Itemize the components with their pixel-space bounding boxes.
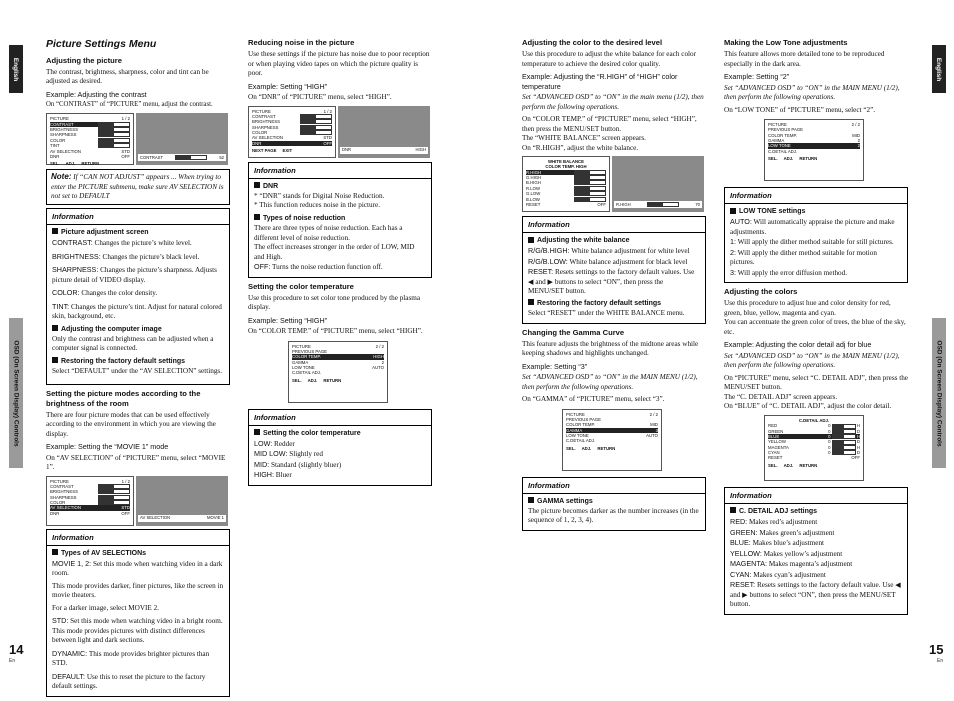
example: Example: Adjusting the “R.HIGH” of “HIGH” color temperature [522, 72, 678, 91]
menu-footer: SEL. [768, 156, 778, 162]
menu-footer: ADJ. [783, 462, 794, 468]
menu-item: COLOR TEMP. [768, 132, 797, 138]
information-box [724, 187, 908, 283]
example: Example: Setting “3” [522, 361, 588, 371]
info-heading: Setting the color temperature [254, 429, 426, 438]
information-box [46, 529, 230, 697]
info-title: Information [249, 413, 431, 426]
definition: Changes the color density. [81, 289, 158, 298]
menu-footer: NEXT PAGE [252, 148, 277, 154]
info-heading: DNR [254, 182, 426, 191]
paragraph: There are three types of noise reduction. Each has a different level of noise reduction. [254, 224, 403, 242]
menu-item: CYAN [768, 449, 780, 455]
menu-value: 2 [857, 143, 860, 149]
menu-item: DNR [50, 510, 60, 516]
information-box [248, 162, 432, 278]
menu-item: PREVIOUS PAGE [566, 416, 602, 422]
menu-title: PICTURE [50, 116, 69, 122]
definition: Makes cyan’s adjustment [753, 570, 826, 579]
term: AUTO: [730, 217, 752, 227]
menu-item: R.HIGH [526, 169, 542, 175]
term: 3: [730, 267, 736, 277]
menu-item: SHARPNESS [252, 124, 279, 130]
example: Example: Adjusting the contrast [46, 89, 147, 99]
menu-item: C.DETAIL ADJ. [292, 370, 322, 376]
paragraph: There are four picture modes that can be used effectively according to the environment in which you are viewing the display. [46, 410, 216, 438]
paragraph: This feature adjusts the brightness of the midtone areas while keeping shadows and highlights unchanged. [522, 339, 699, 358]
menu-item: YELLOW [768, 439, 786, 445]
menu-title: WHITE BALANCE [547, 159, 585, 165]
menu-value: AUTO [372, 364, 384, 370]
paragraph: On “GAMMA” of “PICTURE” menu, select “3”. [522, 395, 665, 404]
definition: Changes the picture’s sharpness. Adjusts picture detail of VIDEO display. [52, 266, 217, 284]
paragraph: On “BLUE” of “C. DETAIL ADJ”, adjust the color detail. [724, 402, 892, 411]
menu-item: LOW TONE [292, 364, 315, 370]
p14-column-2 [248, 38, 432, 490]
bar-label: DNR [342, 147, 352, 153]
paragraph: Select “RESET” under the WHITE BALANCE menu. [528, 309, 685, 317]
paragraph: The “C. DETAIL ADJ” screen appears. [724, 392, 838, 401]
info-heading: Restoring the factory default settings [52, 357, 224, 366]
bar-value: 70 [695, 201, 700, 207]
white-balance-screen [522, 156, 610, 212]
menu-item: DNR [50, 153, 60, 159]
heading: Adjusting the colors [724, 287, 798, 297]
menu-footer: SEL. [292, 377, 302, 383]
menu-item: DNR [252, 140, 262, 146]
note-label: Note: [51, 172, 72, 182]
menu-item: CONTRAST [252, 113, 276, 119]
menu-value: MID [852, 132, 860, 138]
term: DYNAMIC: [52, 648, 88, 658]
paragraph: On “COLOR TEMP.” of “PICTURE” menu, select “HIGH”. [248, 327, 423, 336]
tv-screen [136, 113, 228, 165]
bar-value: HIGH [415, 147, 426, 153]
paragraph: The “WHITE BALANCE” screen appears. [522, 134, 646, 143]
paragraph: Set “ADVANCED OSD” to “ON” in the MAIN MENU (1/2), then perform the following operations. [724, 351, 900, 370]
paragraph: Select “DEFAULT” under the “AV SELECTION” settings. [52, 367, 223, 376]
menu-footer: RETURN [81, 161, 100, 167]
menu-value: AUTO [646, 432, 658, 438]
paragraph: Use this procedure to adjust hue and color density for red, green, blue, yellow, magenta and cyan. [724, 299, 891, 317]
term: HIGH: [254, 470, 274, 480]
paragraph: You can accentuate the green color of trees, the blue of the sky, etc. [724, 318, 906, 336]
info-title: Information [725, 191, 907, 204]
bar-label: CONTRAST [140, 155, 164, 161]
term: RESET: [528, 267, 554, 277]
menu-item: COLOR [252, 129, 268, 135]
menu-item: TINT [50, 143, 60, 149]
picture-menu-screen [46, 113, 134, 165]
picture-menu-screen-2 [764, 119, 864, 181]
information-box [522, 216, 706, 323]
information-box [522, 477, 706, 531]
info-title: Information [47, 212, 229, 225]
menu-item: RESET [768, 455, 783, 461]
term: STD: [52, 616, 69, 626]
menu-page: 2 / 2 [649, 411, 658, 417]
example: Example: Setting the “MOVIE 1” mode [46, 442, 169, 452]
information-box [248, 409, 432, 486]
heading: Reducing noise in the picture [248, 38, 355, 47]
info-heading: Types of AV SELECTIONs [52, 549, 224, 558]
term: 1: [730, 237, 736, 247]
term: CYAN: [730, 569, 752, 579]
menu-title: PICTURE [768, 122, 787, 128]
example: Example: Setting “HIGH” [248, 315, 328, 325]
page-lang-right: En [937, 658, 944, 664]
bullet: * This function reduces noise in the picture. [254, 201, 381, 210]
tv-screen [612, 156, 704, 212]
menu-item: CONTRAST [50, 121, 74, 127]
picture-menu-screen-2 [562, 409, 662, 471]
menu-item: SHARPNESS [50, 132, 77, 138]
menu-subtitle: COLOR TEMP. HIGH [545, 164, 587, 170]
information-box [724, 487, 908, 615]
info-heading: Restoring the factory default settings [528, 299, 700, 308]
menu-illustration-av [46, 476, 230, 526]
paragraph: Set “ADVANCED OSD” to “ON” in the main menu (1/2), then perform the following operations. [522, 93, 704, 111]
definition: White balance adjustment for white level [571, 247, 690, 256]
page-number-right: 15 [929, 642, 944, 657]
menu-item: COLOR TEMP. [566, 422, 595, 428]
menu-item: PREVIOUS PAGE [768, 127, 804, 133]
menu-page: 1 / 2 [121, 116, 130, 122]
paragraph: On “R.HIGH”, adjust the white balance. [522, 143, 639, 152]
term: CONTRAST: [52, 238, 93, 248]
language-tab-label: English [12, 57, 20, 81]
paragraph: Set “ADVANCED OSD” to “ON” in the MAIN MENU (1/2), then perform the following operations. [522, 373, 698, 391]
menu-value: 2 [381, 359, 384, 365]
p15-column-1 [522, 38, 706, 535]
paragraph: Use these settings if the picture has noise due to poor reception or when playing video tapes on which the picture quality is poor. [248, 50, 430, 78]
info-heading: C. DETAIL ADJ settings [730, 507, 902, 516]
info-title: Information [523, 220, 705, 233]
section-tab-right [932, 318, 946, 468]
menu-item: GAMMA [768, 138, 785, 144]
menu-footer: RETURN [323, 377, 342, 383]
language-tab-right [932, 45, 946, 93]
definition: Slightly red [289, 450, 323, 459]
menu-illustration-dnr [248, 106, 432, 158]
example: Example: Adjusting the color detail adj for blue [724, 340, 872, 350]
heading: Setting the picture modes according to the brightness of the room [46, 388, 201, 408]
p14-column-1 [46, 38, 230, 701]
paragraph: On “COLOR TEMP.” of “PICTURE” menu, select “HIGH”, then press the MENU/SET button. [522, 115, 697, 133]
menu-title: PICTURE [566, 411, 585, 417]
menu-footer: RETURN [799, 156, 818, 162]
term: OFF: [254, 262, 271, 271]
definition: Changes the picture’s white level. [94, 239, 192, 248]
definition: Changes the picture’s tint. Adjust for natural colored skin, background, etc. [52, 302, 222, 321]
note-box [46, 169, 230, 205]
menu-item: C.DETAIL ADJ. [566, 438, 596, 444]
info-heading: Adjusting the white balance [528, 236, 700, 245]
example: Example: Setting “2” [724, 72, 790, 82]
term: R/G/B.HIGH: [528, 246, 570, 256]
menu-page: 2 / 2 [375, 343, 384, 349]
bar-label: AV SELECTION [140, 515, 171, 521]
tv-screen [136, 476, 228, 526]
definition: This mode provides brighter pictures than STD. [52, 649, 210, 668]
p15-column-2 [724, 38, 908, 619]
term: TINT: [52, 301, 70, 311]
paragraph: On “LOW TONE” of “PICTURE” menu, select “2”. [724, 105, 876, 114]
definition: Set this mode when watching video in a dark room. [52, 559, 223, 578]
menu-item: BRIGHTNESS [50, 127, 78, 133]
page-title: Picture Settings Menu [46, 38, 157, 50]
menu-item: GREEN [768, 428, 784, 434]
term: BRIGHTNESS: [52, 251, 101, 261]
term: RED: [730, 517, 748, 527]
term: 2: [730, 247, 736, 257]
term: COLOR: [52, 288, 80, 298]
menu-value: HIGH [373, 354, 384, 360]
note-text: If “CAN NOT ADJUST” appears ... When trying to enter the PICTURE submenu, make sure AV SELECTION is not set to DEFAULT [51, 173, 224, 201]
menu-value: MID [650, 422, 658, 428]
heading: Changing the Gamma Curve [522, 327, 625, 337]
menu-footer: SEL. [768, 462, 778, 468]
menu-value: OFF [121, 510, 130, 516]
menu-illustration-wb [522, 156, 706, 212]
paragraph: The picture becomes darker as the number increases (in the sequence of 1, 2, 3, 4). [528, 506, 699, 525]
menu-item: AV SELECTION [252, 135, 283, 141]
paragraph: On “PICTURE” menu, select “C. DETAIL ADJ”, then press the MENU/SET button. [724, 373, 908, 392]
menu-illustration-contrast [46, 113, 230, 165]
definition: Will apply the error diffusion method. [737, 268, 848, 277]
section-tab-label: OSD (On Screen Display) Controls [12, 339, 20, 447]
menu-item: BRIGHTNESS [50, 489, 78, 495]
info-title: Information [47, 533, 229, 546]
menu-item: RESET [526, 201, 541, 207]
menu-item: MAGENTA [768, 444, 789, 450]
definition: White balance adjustment for black level [569, 257, 688, 266]
menu-title: C.DETAIL ADJ. [798, 417, 830, 423]
info-title: Information [249, 166, 431, 179]
menu-item: B.HIGH [526, 180, 541, 186]
menu-item: PREVIOUS PAGE [292, 348, 328, 354]
menu-value: OFF [597, 201, 606, 207]
picture-menu-screen [46, 476, 134, 526]
paragraph: This mode provides darker, finer pictures, like the screen in movie theaters. [52, 581, 224, 600]
definition: Makes magenta’s adjustment [768, 560, 853, 569]
example: Example: Setting “HIGH” [248, 81, 328, 91]
menu-title: PICTURE [50, 478, 69, 484]
paragraph: The effect increases stronger in the order of LOW, MID and High. [254, 243, 415, 261]
menu-footer: EXIT [282, 148, 293, 154]
picture-menu-screen [248, 106, 336, 158]
definition: Resets settings to the factory default values. Use ◀ and ▶ buttons to select “ON”, then press the MENU/SET button. [528, 268, 695, 296]
paragraph: The contrast, brightness, sharpness, color and tint can be adjusted as desired. [46, 67, 209, 86]
paragraph: Use this procedure to adjust the white balance for each color temperature to achieve the desired color quality. [522, 50, 697, 68]
info-heading: Picture adjustment screen [52, 228, 224, 237]
term: YELLOW: [730, 548, 762, 558]
menu-item: G.LOW [526, 191, 541, 197]
menu-item: BLUE [768, 433, 780, 439]
menu-title: PICTURE [292, 343, 311, 349]
bullet: * “DNR” stands for Digital Noise Reduction. [254, 191, 385, 200]
term: DEFAULT: [52, 671, 86, 681]
definition: Will automatically appraise the picture and make adjustments. [730, 218, 895, 236]
definition: Makes yellow’s adjustment [763, 549, 843, 558]
menu-value: 2 [857, 138, 860, 144]
heading: Adjusting the color to the desired level [522, 38, 663, 47]
definition: Set this mode when watching video in a bright room. This mode provides pictures with distinct differences between light and dark sections. [52, 617, 223, 645]
definition: Standard (slightly bluer) [270, 460, 342, 469]
menu-item: SHARPNESS [50, 494, 77, 500]
bar-value: MOVIE 1 [207, 515, 224, 521]
paragraph: On “DNR” of “PICTURE” menu, select “HIGH”. [248, 93, 392, 102]
term: BLUE: [730, 538, 751, 548]
menu-item: B.LOW [526, 196, 540, 202]
menu-footer: SEL. [566, 445, 576, 451]
bar-label: R.HIGH [616, 201, 631, 207]
color-detail-screen: C.DETAIL ADJ. RED 0 H GREEN 0 D BLUE 0 H YELLOW 0 D MAGENTA 0 H CYAN 0 D RESET OFF SEL. ADJ. RETURN [764, 415, 864, 481]
menu-item: RED [768, 423, 778, 429]
menu-item: R.LOW [526, 185, 541, 191]
definition: Resets settings to the factory default value. Use ◀ and ▶ buttons to select “ON”, then press the MENU/SET button. [730, 581, 901, 609]
menu-item: CONTRAST [50, 484, 74, 489]
paragraph: On “AV SELECTION” of “PICTURE” menu, select “MOVIE 1”. [46, 453, 226, 472]
term: MAGENTA: [730, 559, 768, 569]
menu-footer: ADJ. [65, 161, 76, 167]
definition: Makes red’s adjustment [748, 518, 818, 527]
definition: Makes blue’s adjustment [752, 539, 825, 548]
menu-value: STD [121, 505, 130, 511]
menu-item: AV SELECTION [50, 505, 81, 511]
menu-footer: RETURN [799, 462, 818, 468]
menu-item: BRIGHTNESS [252, 119, 280, 125]
info-heading: Types of noise reduction [254, 214, 426, 223]
tv-screen [338, 106, 430, 158]
menu-item: GAMMA [566, 427, 583, 433]
definition: Will apply the dither method suitable for still pictures. [737, 238, 894, 247]
info-title: Information [725, 491, 907, 504]
menu-footer: SEL. [50, 161, 60, 167]
info-heading: Adjusting the computer image [52, 325, 224, 334]
term: MOVIE 1, 2: [52, 558, 92, 568]
menu-value: OFF [851, 455, 860, 461]
section-tab-label: OSD (On Screen Display) Controls [935, 339, 943, 447]
definition: Makes green’s adjustment [759, 528, 835, 537]
heading: Adjusting the picture [46, 55, 122, 65]
info-heading: LOW TONE settings [730, 207, 902, 216]
information-box [46, 208, 230, 385]
section-tab-left [9, 318, 23, 468]
heading: Making the Low Tone adjustments [724, 38, 848, 47]
term: SHARPNESS: [52, 265, 99, 275]
term: RESET: [730, 580, 756, 590]
menu-item: C.DETAIL ADJ. [768, 148, 798, 154]
definition: Use this to reset the picture to the factory default settings. [52, 672, 206, 691]
term: R/G/B.LOW: [528, 256, 568, 266]
paragraph: Only the contrast and brightness can be adjusted when a computer signal is connected. [52, 334, 214, 353]
menu-item: COLOR TEMP. [292, 354, 321, 360]
info-heading: GAMMA settings [528, 497, 700, 506]
term: MID LOW: [254, 449, 288, 459]
paragraph: For a darker image, select MOVIE 2. [52, 603, 159, 612]
menu-value: 3 [655, 427, 658, 433]
menu-footer: ADJ. [581, 445, 592, 451]
menu-item: G.HIGH [526, 175, 542, 181]
definition: Turns the noise reduction function off. [272, 263, 383, 271]
menu-item: COLOR [50, 500, 66, 506]
menu-title: PICTURE [252, 108, 271, 114]
picture-menu-screen-2 [288, 341, 388, 403]
term: MID: [254, 459, 270, 469]
menu-value: OFF [121, 153, 130, 159]
info-title: Information [523, 481, 705, 494]
term: LOW: [254, 438, 273, 448]
menu-value: OFF [323, 140, 332, 146]
menu-page: 1 / 2 [323, 108, 332, 114]
paragraph: On “CONTRAST” of “PICTURE” menu, adjust the contrast. [46, 101, 213, 109]
menu-footer: RETURN [597, 445, 616, 451]
menu-item: LOW TONE [566, 432, 589, 438]
menu-footer: ADJ. [307, 377, 318, 383]
definition: Changes the picture’s black level. [102, 252, 200, 261]
bar-value: 52 [219, 155, 224, 161]
page-number-left: 14 [9, 642, 24, 657]
language-tab-left [9, 45, 23, 93]
menu-item: LOW TONE [768, 143, 791, 149]
paragraph: Set “ADVANCED OSD” to “ON” in the MAIN MENU (1/2), then perform the following operations. [724, 83, 900, 102]
heading: Setting the color temperature [248, 281, 354, 291]
menu-page: 2 / 2 [851, 122, 860, 128]
definition: Redder [274, 439, 295, 448]
definition: Bluer [275, 471, 292, 480]
menu-item: COLOR [50, 137, 66, 143]
page-lang-left: En [9, 658, 16, 664]
paragraph: Use this procedure to set color tone produced by the plasma display. [248, 293, 421, 312]
paragraph: This feature allows more detailed tone to be reproduced especially in the dark area. [724, 50, 885, 68]
menu-item: AV SELECTION [50, 148, 81, 154]
language-tab-label: English [935, 57, 943, 81]
menu-page: 1 / 2 [121, 478, 130, 484]
menu-item: GAMMA [292, 359, 309, 365]
menu-value: STD [323, 135, 332, 141]
definition: Will apply the dither method suitable for motion pictures. [730, 248, 877, 267]
term: GREEN: [730, 527, 758, 537]
menu-footer: ADJ. [783, 156, 794, 162]
menu-value: STD [121, 148, 130, 154]
